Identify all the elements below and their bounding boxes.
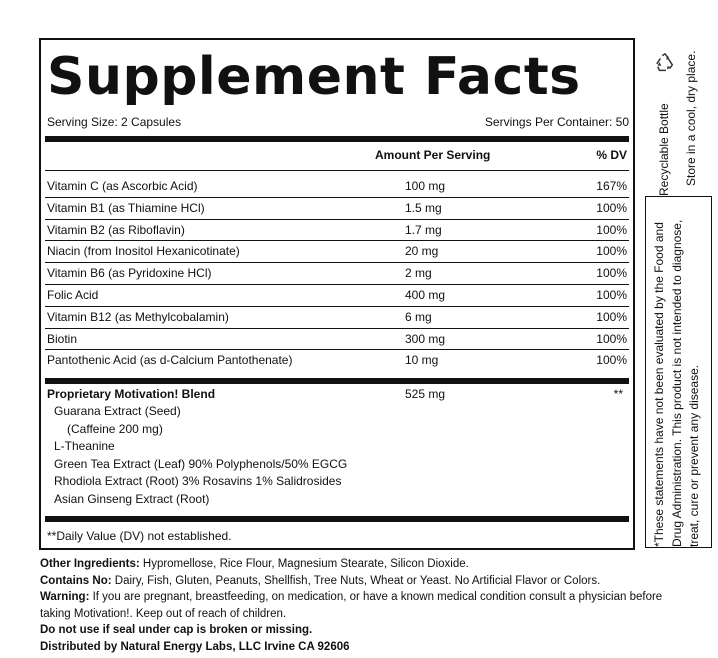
- nutrient-amount: 300 mg: [405, 331, 446, 346]
- seal-warning: [40, 622, 680, 639]
- fda-disclaimer: [651, 220, 704, 547]
- label-info: [40, 556, 680, 655]
- nutrient-amount: 1.5 mg: [405, 200, 442, 215]
- nutrient-amount: 6 mg: [405, 309, 432, 324]
- blend-ingredient: Green Tea Extract (Leaf) 90% Polyphenols/50% EGCG: [54, 456, 348, 471]
- thick-divider: [45, 136, 629, 142]
- amount-header: Amount Per Serving: [375, 148, 491, 162]
- nutrient-amount: 20 mg: [405, 244, 439, 259]
- servings-per-container: Servings Per Container: 50: [484, 115, 629, 129]
- blend-ingredient: L-Theanine: [54, 439, 115, 454]
- other-ingredients-text: Hypromellose, Rice Flour, Magnesium Stearate, Silicon Dioxide.: [139, 558, 469, 570]
- thick-divider: [45, 516, 629, 522]
- nutrient-amount: 2 mg: [405, 266, 432, 281]
- nutrient-amount: 10 mg: [405, 353, 439, 368]
- nutrient-name: Vitamin B6 (as Pyridoxine HCl): [47, 266, 212, 281]
- contains-no: [40, 573, 680, 590]
- distributor-text: Distributed by Natural Energy Labs, LLC Irvine CA 92606: [40, 640, 350, 653]
- nutrient-row: [45, 307, 629, 329]
- nutrient-row: [45, 263, 629, 285]
- disclaimer-line: treat, cure or prevent any disease.: [687, 364, 701, 547]
- nutrient-row: [45, 329, 629, 351]
- nutrient-name: Vitamin B2 (as Riboflavin): [47, 222, 185, 237]
- recyclable-bottle-text: Recyclable Bottle: [657, 103, 671, 196]
- nutrient-dv: 100%: [596, 331, 627, 346]
- contains-no-text: Dairy, Fish, Gluten, Peanuts, Shellfish, Tree Nuts, Wheat or Yeast. No Artificial Flavor or Colors.: [111, 574, 601, 587]
- nutrient-row: [45, 198, 629, 220]
- nutrient-amount: 400 mg: [405, 287, 446, 302]
- nutrient-row: [45, 220, 629, 242]
- nutrient-dv: 100%: [596, 222, 627, 237]
- nutrient-dv: 100%: [596, 353, 627, 368]
- contains-no-label: Contains No:: [40, 574, 112, 587]
- nutrient-name: Vitamin B12 (as Methylcobalamin): [47, 309, 229, 324]
- nutrient-amount: 1.7 mg: [405, 222, 442, 237]
- column-headers: [45, 148, 629, 164]
- nutrient-dv: 100%: [596, 200, 627, 215]
- other-ingredients: [40, 556, 680, 573]
- nutrient-table: [45, 176, 629, 372]
- thick-divider: [45, 378, 629, 384]
- serving-size: Serving Size: 2 Capsules: [47, 115, 182, 129]
- nutrient-name: Vitamin B1 (as Thiamine HCl): [47, 200, 205, 215]
- nutrient-dv: 100%: [596, 309, 627, 324]
- nutrient-name: Niacin (from Inositol Hexanicotinate): [47, 244, 240, 259]
- nutrient-row: [45, 176, 629, 198]
- nutrient-dv: 100%: [596, 244, 627, 259]
- panel-title: Supplement Facts: [47, 47, 581, 107]
- blend-ingredient: Rhodiola Extract (Root) 3% Rosavins 1% Salidrosides: [54, 474, 342, 489]
- nutrient-row: [45, 241, 629, 263]
- nutrient-dv: 100%: [596, 287, 627, 302]
- seal-warning-text: Do not use if seal under cap is broken or missing.: [40, 624, 313, 636]
- blend-amount: 525 mg: [405, 387, 446, 401]
- serving-info: [47, 115, 629, 129]
- other-ingredients-label: Other Ingredients:: [40, 558, 140, 570]
- proprietary-blend: [47, 385, 629, 509]
- blend-name: Proprietary Motivation! Blend: [47, 387, 216, 401]
- blend-ingredient: Asian Ginseng Extract (Root): [54, 491, 210, 506]
- nutrient-name: Biotin: [47, 331, 78, 346]
- distributor: [40, 639, 680, 656]
- recycle-icon: [654, 52, 676, 74]
- fda-disclaimer-box: [645, 196, 712, 548]
- nutrient-row: [45, 350, 629, 372]
- blend-ingredient: (Caffeine 200 mg): [67, 421, 163, 436]
- nutrient-dv: 167%: [596, 179, 627, 193]
- nutrient-name: Vitamin C (as Ascorbic Acid): [47, 179, 198, 193]
- nutrient-name: Pantothenic Acid (as d-Calcium Pantothenate): [47, 353, 293, 368]
- blend-dv: **: [613, 387, 623, 401]
- nutrient-dv: 100%: [596, 266, 627, 281]
- header-divider: [45, 170, 629, 171]
- dv-footnote: **Daily Value (DV) not established.: [47, 529, 232, 543]
- supplement-facts-panel: [39, 38, 635, 550]
- blend-ingredient: Guarana Extract (Seed): [54, 404, 181, 418]
- nutrient-row: [45, 285, 629, 307]
- warning-text: If you are pregnant, breastfeeding, on medication, or have a known medical condition consult a physician before taking Motivation!. Keep out of reach of children.: [40, 591, 663, 620]
- warning: [40, 589, 680, 622]
- nutrient-name: Folic Acid: [47, 287, 99, 302]
- dv-header: % DV: [596, 148, 627, 162]
- warning-label: Warning:: [40, 591, 90, 603]
- disclaimer-line: Drug Administration. This product is not intended to diagnose,: [669, 219, 684, 547]
- nutrient-amount: 100 mg: [405, 179, 446, 193]
- disclaimer-line: *These statements have not been evaluated by the Food and: [652, 222, 666, 547]
- storage-instructions: Store in a cool, dry place.: [684, 50, 698, 186]
